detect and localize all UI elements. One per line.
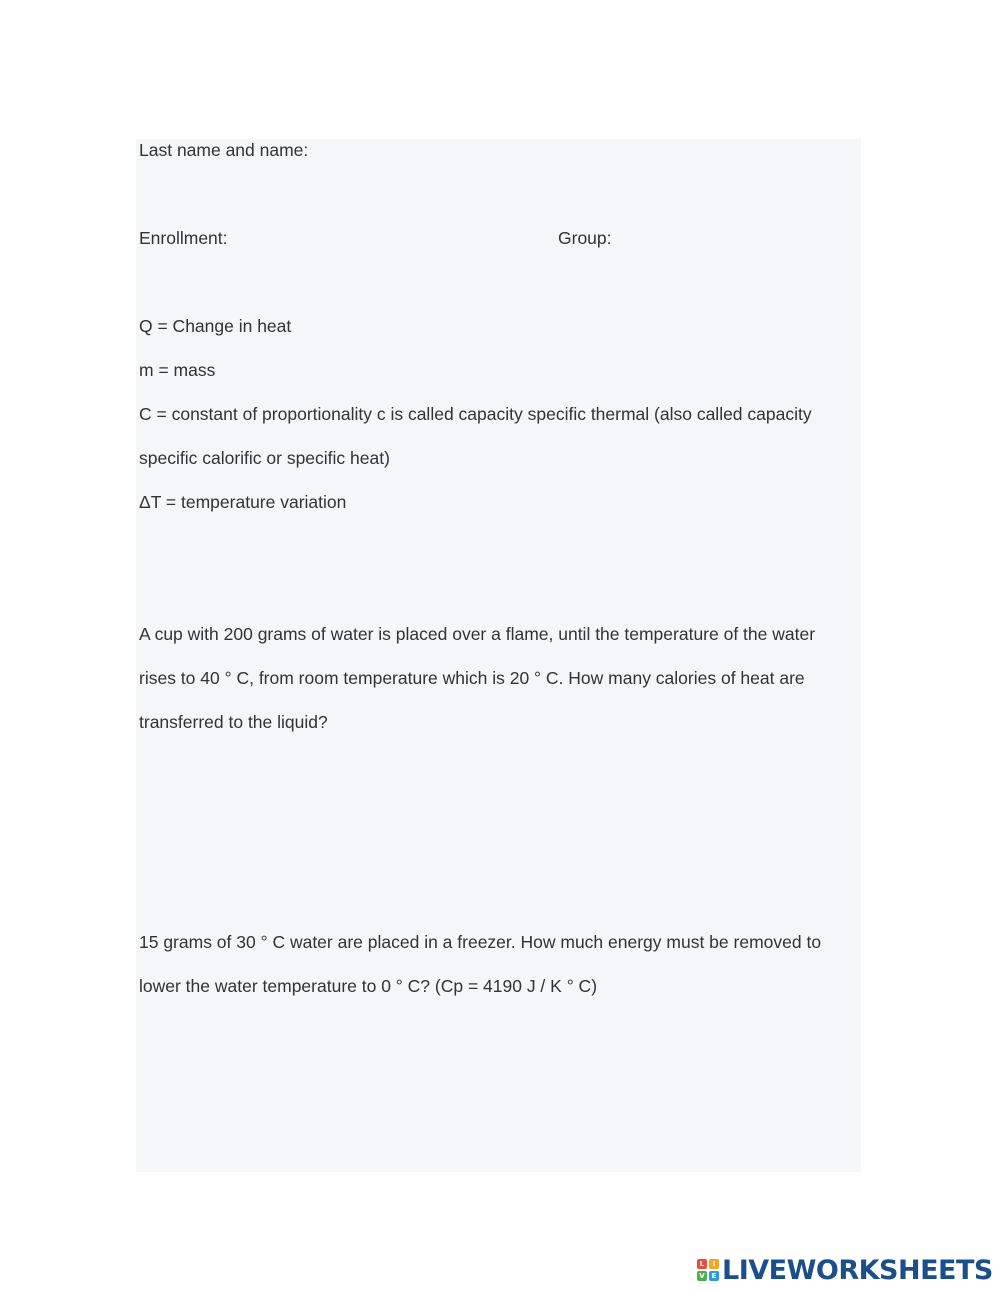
enrollment-label: Enrollment:	[139, 228, 228, 248]
logo-tile-i: I	[709, 1259, 719, 1269]
problem2-line2: lower the water temperature to 0 ° C? (Cp = 4190 J / K ° C)	[139, 976, 598, 996]
group-label: Group:	[558, 228, 612, 248]
name-label: Last name and name:	[139, 140, 309, 160]
problem2-line1: 15 grams of 30 ° C water are placed in a freezer. How much energy must be removed to	[139, 932, 822, 952]
definition-c-line2: specific calorific or specific heat)	[139, 448, 390, 468]
logo-tile-v: V	[697, 1271, 707, 1281]
logo-text: LIVEWORKSHEETS	[722, 1254, 993, 1286]
logo-tile-e: E	[709, 1271, 719, 1281]
definition-delta-t: ΔT = temperature variation	[139, 492, 347, 512]
worksheet-panel	[136, 139, 861, 1172]
definition-c-line1: C = constant of proportionality c is called capacity specific thermal (also called capacity	[139, 404, 812, 424]
problem1-line3: transferred to the liquid?	[139, 712, 328, 732]
definition-q: Q = Change in heat	[139, 316, 292, 336]
problem1-line2: rises to 40 ° C, from room temperature which is 20 ° C. How many calories of heat are	[139, 668, 805, 688]
logo-tiles-icon	[697, 1259, 719, 1281]
liveworksheets-logo	[697, 1253, 993, 1287]
problem1-line1: A cup with 200 grams of water is placed over a flame, until the temperature of the water	[139, 624, 816, 644]
logo-tile-l: L	[697, 1259, 707, 1269]
definition-m: m = mass	[139, 360, 216, 380]
